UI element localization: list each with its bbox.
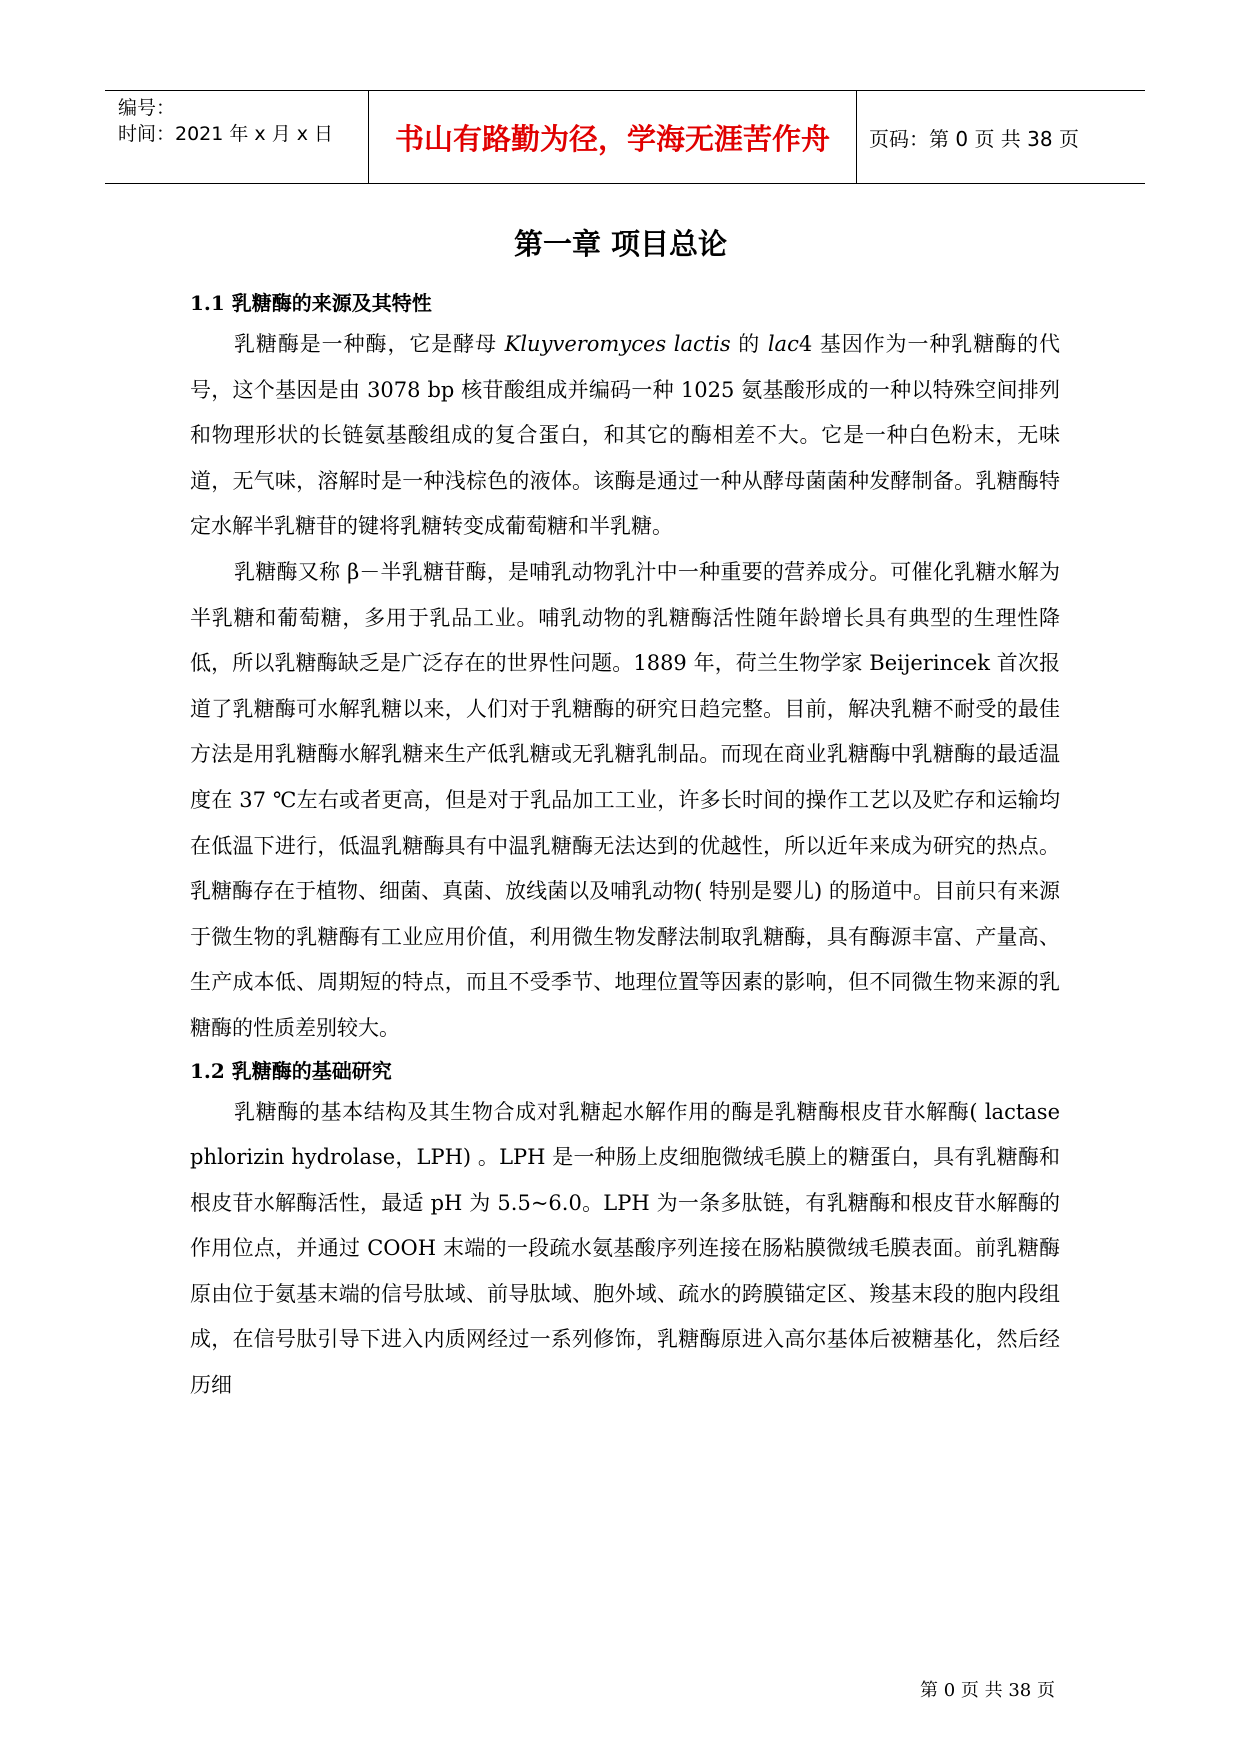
paragraph-text: 的 [730, 332, 768, 356]
header-page-info [857, 91, 1145, 183]
header-page-label: 页码：第 0 页 共 38 页 [869, 126, 1079, 151]
paragraph: 乳糖酶又称 β－半乳糖苷酶，是哺乳动物乳汁中一种重要的营养成分。可催化乳糖水解为半乳糖和葡萄糖，多用于乳品工业。哺乳动物的乳糖酶活性随年龄增长具有典型的生理性降低，所以乳糖酶缺乏是广泛存在的世界性问题。1889 年，荷兰生物学家 Beijerincek 首次报道了乳糖酶可水解乳糖以来，人们对于乳糖酶的研究日趋完整。目前，解决乳糖不耐受的最佳方法是用乳糖酶水解乳糖来生产低乳糖或无乳糖乳制品。而现在商业乳糖酶中乳糖酶的最适温度在 37 ℃左右或者更高，但是对于乳品加工工业，许多长时间的操作工艺以及贮存和运输均在低温下进行，低温乳糖酶具有中温乳糖酶无法达到的优越性，所以近年来成为研究的热点。乳糖酶存在于植物、细菌、真菌、放线菌以及哺乳动物( 特别是婴儿) 的肠道中。目前只有来源于微生物的乳糖酶有工业应用价值，利用微生物发酵法制取乳糖酶，具有酶源丰富、产量高、生产成本低、周期短的特点，而且不受季节、地理位置等因素的影响，但不同微生物来源的乳糖酶的性质差别较大。 [190, 559, 1060, 1040]
section-heading-1-1: 1.1 乳糖酶的来源及其特性 [190, 291, 432, 315]
species-name: Kluyveromyces lactis [504, 332, 731, 356]
header-motto: 书山有路勤为径，学海无涯苦作舟 [368, 91, 857, 183]
chapter-title: 第一章 项目总论 [513, 227, 728, 261]
paragraph-text: 4 基因作为一种乳糖酶的代号，这个基因是由 3078 bp 核苷酸组成并编码一种 1025 氨基酸形成的一种以特殊空间排列和物理形状的长链氨基酸组成的复合蛋白，和其它的酶相差不大。它是一种白色粉末，无味道，无气味，溶解时是一种浅棕色的液体。该酶是通过一种从酵母菌菌种发酵制备。乳糖酶特定水解半乳糖苷的键将乳糖转变成葡萄糖和半乳糖。 [190, 332, 1060, 539]
document-number-label: 编号： [118, 97, 176, 119]
page-footer: 第 0 页 共 38 页 [920, 1680, 1055, 1701]
paragraph: 乳糖酶的基本结构及其生物合成对乳糖起水解作用的酶是乳糖酶根皮苷水解酶( lactase phlorizin hydrolase，LPH) 。LPH 是一种肠上皮细胞微绒毛膜上的糖蛋白，具有乳糖酶和根皮苷水解酶活性，最适 pH 为 5.5~6.0。LPH 为一条多肽链，有乳糖酶和根皮苷水解酶的作用位点，并通过 COOH 末端的一段疏水氨基酸序列连接在肠粘膜微绒毛膜表面。前乳糖酶原由位于氨基末端的信号肽域、前导肽域、胞外域、疏水的跨膜锚定区、羧基末段的胞内段组成，在信号肽引导下进入内质网经过一系列修饰，乳糖酶原进入高尔基体后被糖基化，然后经历细 [190, 1099, 1060, 1398]
document-body [190, 284, 1060, 1409]
gene-name: lac [767, 332, 799, 356]
paragraph [190, 322, 1060, 550]
header-meta [105, 91, 368, 183]
section-heading-1-2: 1.2 乳糖酶的基础研究 [190, 1058, 392, 1083]
paragraph-text: 乳糖酶是一种酶，它是酵母 [234, 332, 505, 356]
page-header [105, 90, 1145, 184]
document-time-label: 时间：2021 年 x 月 x 日 [118, 123, 334, 145]
